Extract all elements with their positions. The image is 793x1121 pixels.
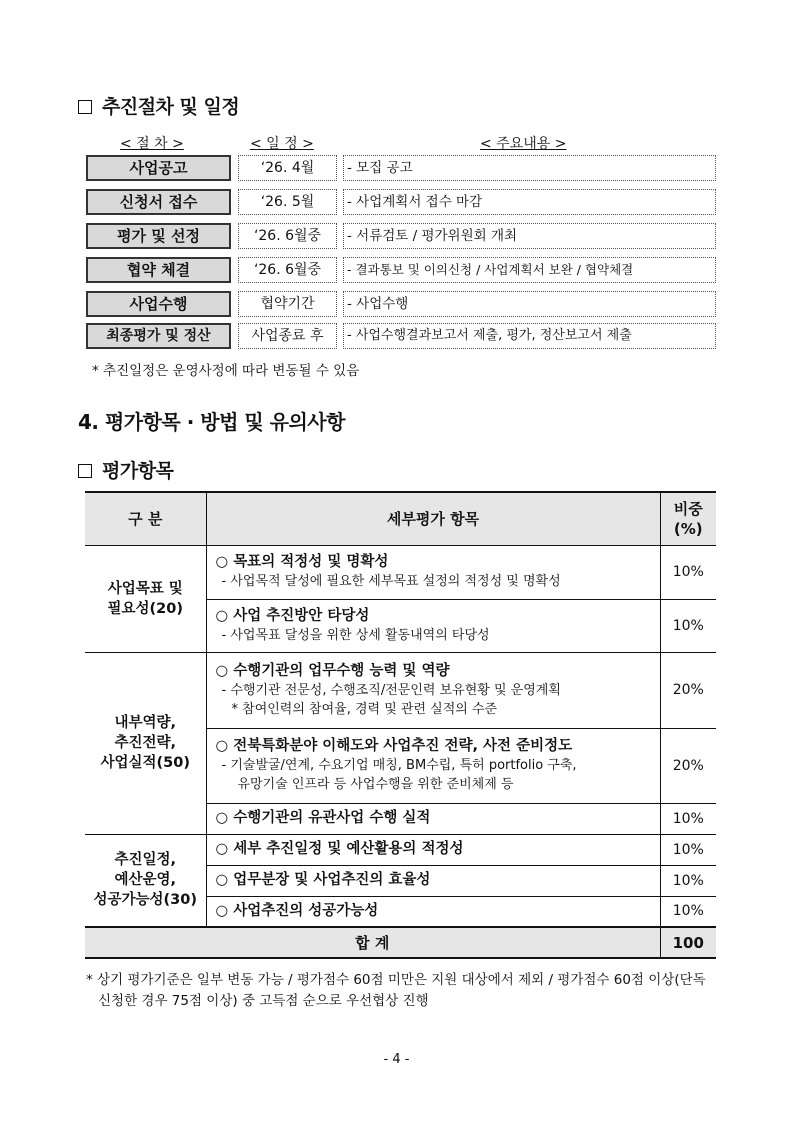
content-box: - 사업계획서 접수 마감 [343,189,716,215]
item-title: ○ 사업추진의 성공가능성 [215,902,379,919]
step-box: 협약 체결 [86,257,231,283]
item-title: ○ 전북특화분야 이해도와 사업추진 전략, 사전 준비정도 [215,738,573,754]
item-cell [206,803,660,834]
date-box: ‘26. 6월중 [238,257,337,283]
item-title: ○ 수행기관의 업무수행 능력 및 역량 [215,662,450,679]
item-detail: - 수행기관 전문성, 수행조직/전문인력 보유현황 및 운영계획 [221,682,561,698]
table-row [85,834,716,865]
header-weight: 비중 (%) [660,492,716,545]
header-category: 구 분 [85,492,206,545]
header-item: 세부평가 항목 [206,492,660,545]
item-title: ○ 목표의 적정성 및 명확성 [215,554,389,570]
schedule-note: * 추진일정은 운영사정에 따라 변동될 수 있음 [92,363,360,379]
item-detail: - 사업목표 달성을 위한 상세 활동내역의 타당성 [221,627,490,643]
item-detail: 유망기술 인프라 등 사업수행을 위한 준비체제 등 [237,777,514,792]
section4-title: 4. 평가항목 · 방법 및 유의사항 [78,410,345,434]
total-value: 100 [660,927,716,958]
footnote-text: * 상기 평가기준은 일부 변동 가능 / 평가점수 60점 미만은 지원 대상에서 제외 / 평가점수 60점 이상(단독 신청한 경우 75점 이상) 중 고득점 순으로 우선협상 진행 [86,972,706,1009]
weight-cell: 10% [660,896,716,927]
weight-cell: 10% [660,803,716,834]
step-box: 사업공고 [86,155,231,181]
step-box: 평가 및 선정 [86,223,231,249]
total-label: 합 계 [85,927,660,958]
item-cell [206,865,660,896]
content-box: - 서류검토 / 평가위원회 개최 [343,223,716,249]
category-cell: 내부역량, 추진전략, 사업실적(50) [85,652,206,834]
checkbox-square-icon [78,100,92,114]
section-title-eval: 평가항목 [102,460,174,482]
date-box: 협약기간 [238,291,337,317]
total-row [85,927,716,958]
item-title: ○ 수행기관의 유관사업 수행 실적 [215,810,431,826]
footnote [84,970,718,1012]
step-box: 신청서 접수 [86,189,231,215]
step-box: 최종평가 및 정산 [86,323,231,349]
weight-cell: 10% [660,834,716,865]
item-title: ○ 세부 추진일정 및 예산활용의 적정성 [215,841,464,857]
weight-cell: 20% [660,728,716,803]
content-box: - 결과통보 및 이의신청 / 사업계획서 보완 / 협약체결 [343,257,716,283]
item-cell [206,834,660,865]
weight-cell: 10% [660,599,716,652]
checkbox-square-icon [78,464,92,478]
col-header-content: < 주요내용 > [480,136,567,152]
category-cell: 사업목표 및 필요성(20) [85,545,206,652]
item-cell [206,599,660,652]
date-box: ‘26. 5월 [238,189,337,215]
item-cell [206,896,660,927]
evaluation-table [85,491,716,959]
section-heading-procedure [78,92,239,119]
section-heading-eval [78,456,173,483]
category-cell: 추진일정, 예산운영, 성공가능성(30) [85,834,206,927]
date-box: 사업종료 후 [238,323,337,349]
content-box: - 모집 공고 [343,155,716,181]
weight-cell: 10% [660,545,716,599]
item-detail: * 참여인력의 참여율, 경력 및 관련 실적의 수준 [231,701,498,717]
table-header-row [85,492,716,545]
item-cell [206,652,660,728]
weight-cell: 10% [660,865,716,896]
step-box: 사업수행 [86,291,231,317]
weight-cell: 20% [660,652,716,728]
date-box: ‘26. 4월 [238,155,337,181]
item-cell [206,728,660,803]
col-header-date: < 일 정 > [250,136,314,152]
item-detail: - 기술발굴/연계, 수요기업 매칭, BM수립, 특허 portfolio 구축, [221,758,577,773]
col-header-step: < 절 차 > [120,136,184,152]
item-detail: - 사업목적 달성에 필요한 세부목표 설정의 적정성 및 명확성 [221,574,561,589]
item-cell [206,545,660,599]
table-row [85,652,716,728]
item-title: ○ 사업 추진방안 타당성 [215,607,370,624]
content-box: - 사업수행 [343,291,716,317]
content-box: - 사업수행결과보고서 제출, 평가, 정산보고서 제출 [343,323,716,349]
section-title-procedure: 추진절차 및 일정 [102,96,240,118]
page-number: - 4 - [383,1052,410,1067]
item-title: ○ 업무분장 및 사업추진의 효율성 [215,872,431,888]
table-row [85,545,716,599]
date-box: ‘26. 6월중 [238,223,337,249]
